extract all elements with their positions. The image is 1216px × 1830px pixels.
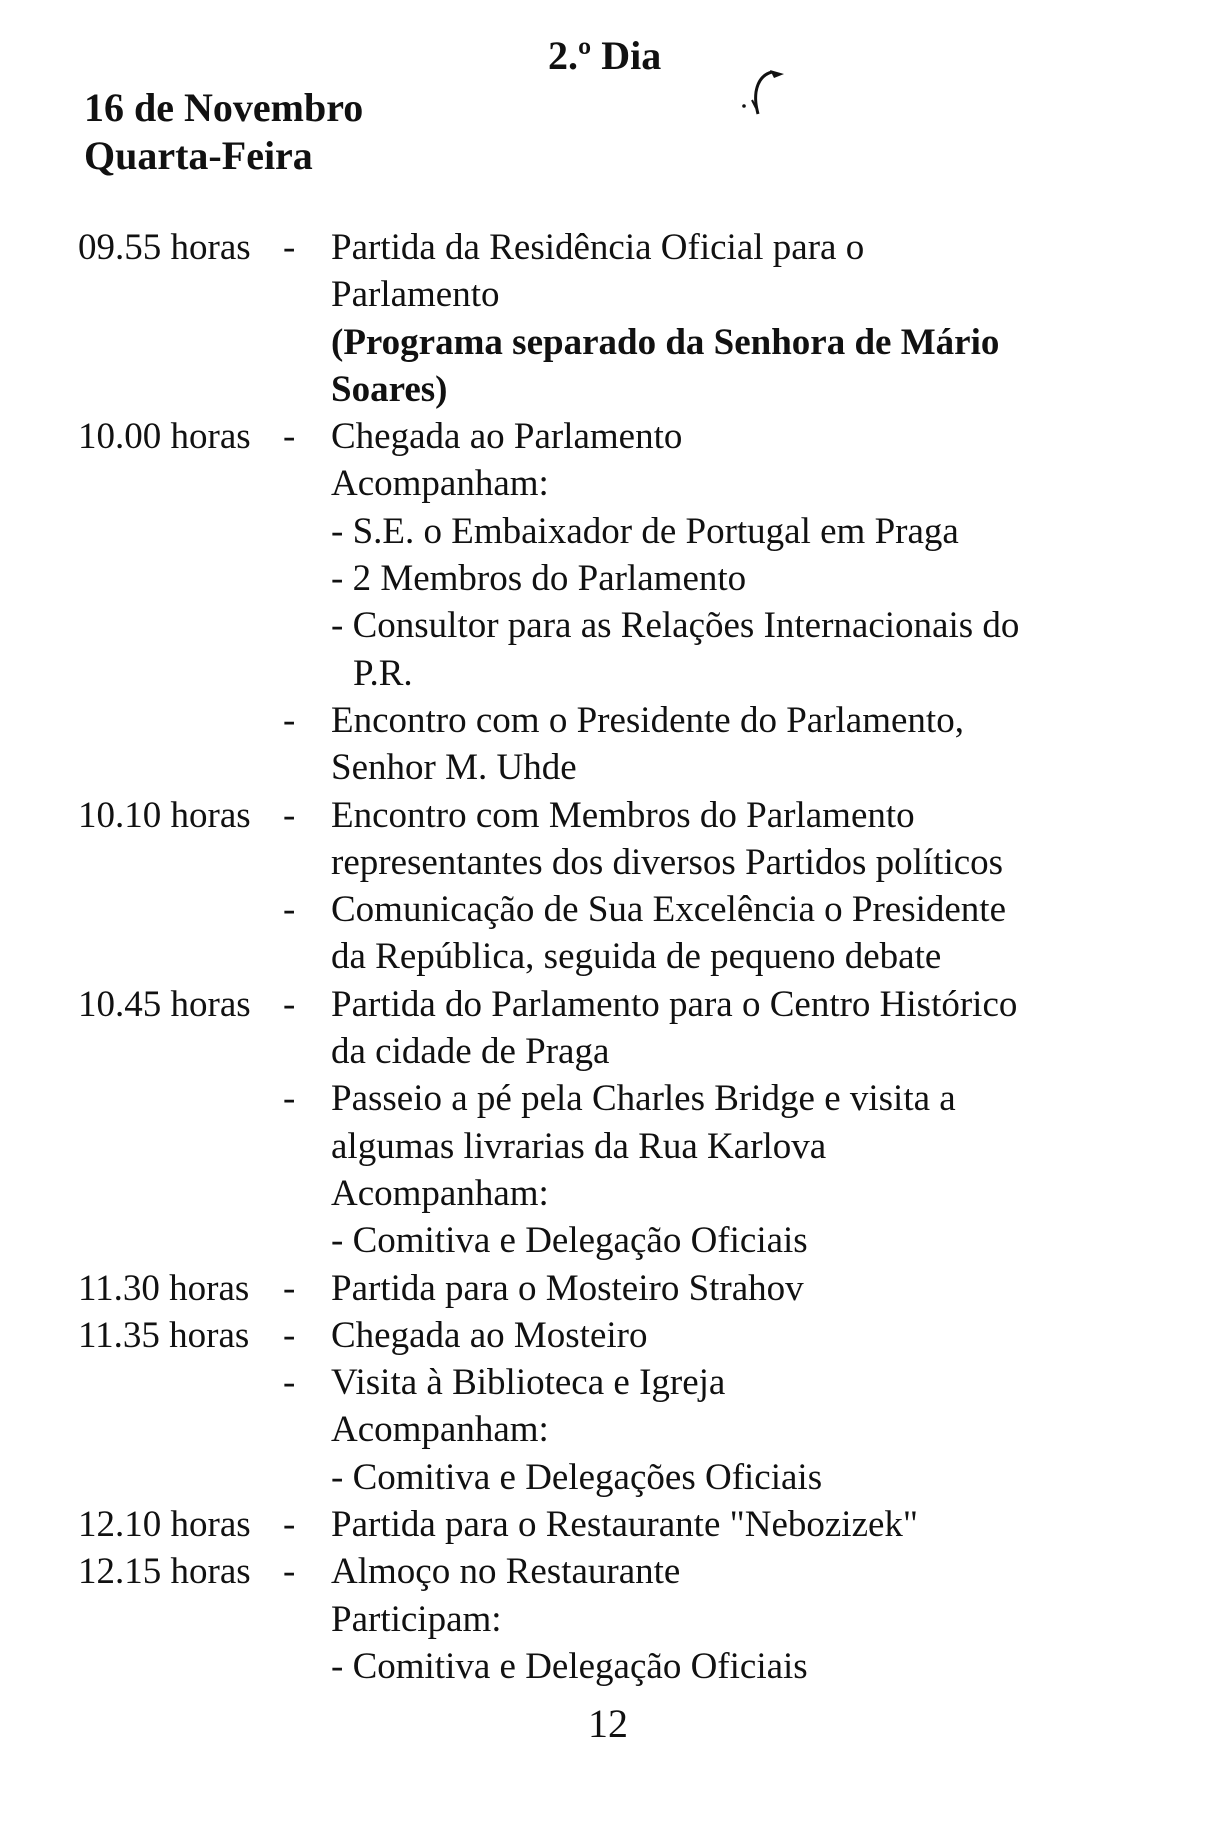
schedule-text: (Programa separado da Senhora de Mário <box>331 321 1000 363</box>
schedule-line <box>78 460 1158 507</box>
schedule-text: da República, seguida de pequeno debate <box>331 936 942 978</box>
schedule-time: 12.15 horas <box>78 1551 251 1593</box>
date-heading: 16 de Novembro <box>84 85 364 130</box>
schedule-line <box>78 839 1158 886</box>
schedule-dash: - <box>283 699 296 741</box>
schedule-line <box>78 792 1158 839</box>
schedule-text: - Comitiva e Delegação Oficiais <box>331 1645 808 1687</box>
schedule-text: Chegada ao Parlamento <box>331 416 683 458</box>
weekday-heading: Quarta-Feira <box>84 133 313 178</box>
schedule-text: Parlamento <box>331 274 500 316</box>
schedule-text: Partida do Parlamento para o Centro Histórico <box>331 983 1018 1025</box>
schedule-text: Partida para o Restaurante "Nebozizek" <box>331 1504 919 1546</box>
schedule-dash: - <box>283 1362 296 1404</box>
schedule-line <box>78 271 1158 318</box>
schedule-line <box>78 1501 1158 1548</box>
schedule-line <box>78 697 1158 744</box>
schedule-time <box>78 1359 283 1406</box>
schedule-line <box>78 319 1158 366</box>
schedule-text: da cidade de Praga <box>331 1031 610 1073</box>
schedule-text: Soares) <box>331 368 448 410</box>
schedule-time <box>78 1075 283 1122</box>
schedule-line <box>78 1406 1158 1453</box>
schedule-dash <box>283 1643 331 1690</box>
schedule-time <box>78 1170 283 1217</box>
schedule-time <box>78 839 283 886</box>
schedule-dash <box>283 1170 331 1217</box>
schedule-time: 12.10 horas <box>78 1504 251 1546</box>
schedule-text: Partida para o Mosteiro Strahov <box>331 1267 804 1309</box>
schedule-text: Encontro com o Presidente do Parlamento, <box>331 699 964 741</box>
schedule-text: Participam: <box>331 1598 502 1640</box>
schedule-line <box>78 933 1158 980</box>
schedule-line <box>78 1123 1158 1170</box>
schedule-dash <box>283 1123 331 1170</box>
schedule-text: algumas livrarias da Rua Karlova <box>331 1125 827 1167</box>
schedule-time <box>78 1406 283 1453</box>
schedule-time <box>78 697 283 744</box>
schedule-text: Passeio a pé pela Charles Bridge e visita a <box>331 1078 956 1120</box>
schedule-text: - Comitiva e Delegações Oficiais <box>331 1456 823 1498</box>
schedule-text: Partida da Residência Oficial para o <box>331 227 865 268</box>
schedule-text: - Comitiva e Delegação Oficiais <box>331 1220 808 1262</box>
schedule-time <box>78 1596 283 1643</box>
schedule-line <box>78 1075 1158 1122</box>
schedule-list <box>78 224 1158 1690</box>
schedule-line <box>78 744 1158 791</box>
schedule-time <box>78 460 283 507</box>
schedule-dash <box>283 839 331 886</box>
schedule-time <box>78 933 283 980</box>
schedule-dash <box>283 366 331 413</box>
schedule-line <box>78 1548 1158 1595</box>
schedule-dash <box>283 1028 331 1075</box>
schedule-line <box>78 602 1158 649</box>
schedule-text: Visita à Biblioteca e Igreja <box>331 1362 726 1404</box>
schedule-dash: - <box>283 983 296 1025</box>
schedule-dash: - <box>283 1267 296 1309</box>
schedule-text: Almoço no Restaurante <box>331 1551 681 1593</box>
schedule-time: 10.10 horas <box>78 794 251 836</box>
schedule-time <box>78 602 283 649</box>
schedule-line <box>78 366 1158 413</box>
schedule-dash <box>283 508 331 555</box>
schedule-text: Acompanham: <box>331 1409 549 1451</box>
schedule-time <box>78 366 283 413</box>
schedule-dash: - <box>283 889 296 931</box>
schedule-line <box>78 1643 1158 1690</box>
schedule-dash <box>283 744 331 791</box>
schedule-time <box>78 555 283 602</box>
schedule-time: 10.00 horas <box>78 416 251 458</box>
schedule-line <box>78 413 1158 460</box>
schedule-text: Chegada ao Mosteiro <box>331 1314 648 1356</box>
schedule-time <box>78 319 283 366</box>
schedule-time <box>78 1217 283 1264</box>
handwritten-mark-icon <box>720 62 790 126</box>
schedule-time: 09.55 horas <box>78 227 251 268</box>
schedule-dash <box>283 555 331 602</box>
schedule-line <box>78 650 1158 697</box>
schedule-dash: - <box>283 227 296 268</box>
schedule-dash <box>283 1454 331 1501</box>
schedule-time <box>78 1454 283 1501</box>
schedule-text: - Consultor para as Relações Internacionais do <box>331 605 1020 647</box>
schedule-text: Encontro com Membros do Parlamento <box>331 794 915 836</box>
schedule-line <box>78 508 1158 555</box>
schedule-dash <box>283 1406 331 1453</box>
schedule-dash: - <box>283 794 296 836</box>
schedule-dash <box>283 602 331 649</box>
schedule-line <box>78 1312 1158 1359</box>
schedule-time <box>78 1123 283 1170</box>
schedule-line <box>78 1265 1158 1312</box>
schedule-line <box>78 1359 1158 1406</box>
schedule-dash: - <box>283 1504 296 1546</box>
schedule-dash <box>283 933 331 980</box>
schedule-line <box>78 1028 1158 1075</box>
schedule-text: representantes dos diversos Partidos políticos <box>331 841 1004 883</box>
schedule-time: 11.30 horas <box>78 1267 250 1309</box>
schedule-dash: - <box>283 1314 296 1356</box>
schedule-text: Comunicação de Sua Excelência o Presidente <box>331 889 1006 931</box>
schedule-text: - S.E. o Embaixador de Portugal em Praga <box>331 510 959 552</box>
schedule-text: Acompanham: <box>331 1172 549 1214</box>
schedule-line <box>78 1454 1158 1501</box>
schedule-line <box>78 555 1158 602</box>
schedule-dash <box>283 460 331 507</box>
schedule-dash <box>283 1596 331 1643</box>
schedule-time <box>78 886 283 933</box>
schedule-time <box>78 744 283 791</box>
schedule-dash: - <box>283 416 296 458</box>
schedule-dash <box>283 271 331 318</box>
schedule-line <box>78 1596 1158 1643</box>
schedule-time <box>78 508 283 555</box>
schedule-dash: - <box>283 1078 296 1120</box>
schedule-time: 11.35 horas <box>78 1314 250 1356</box>
schedule-line <box>78 224 1158 271</box>
schedule-time <box>78 1028 283 1075</box>
schedule-time <box>78 1643 283 1690</box>
schedule-line <box>78 981 1158 1028</box>
schedule-line <box>78 886 1158 933</box>
schedule-time: 10.45 horas <box>78 983 251 1025</box>
page-number: 12 <box>588 1701 628 1746</box>
schedule-text: Senhor M. Uhde <box>331 747 577 789</box>
schedule-line <box>78 1170 1158 1217</box>
schedule-text: Acompanham: <box>331 463 549 505</box>
schedule-text: - 2 Membros do Parlamento <box>331 558 747 600</box>
schedule-dash: - <box>283 1551 296 1593</box>
schedule-line <box>78 1217 1158 1264</box>
schedule-text: P.R. <box>353 652 413 694</box>
schedule-time <box>78 271 283 318</box>
schedule-dash <box>283 650 331 697</box>
schedule-time <box>78 650 283 697</box>
schedule-dash <box>283 1217 331 1264</box>
day-title: 2.º Dia <box>548 33 662 78</box>
schedule-dash <box>283 319 331 366</box>
